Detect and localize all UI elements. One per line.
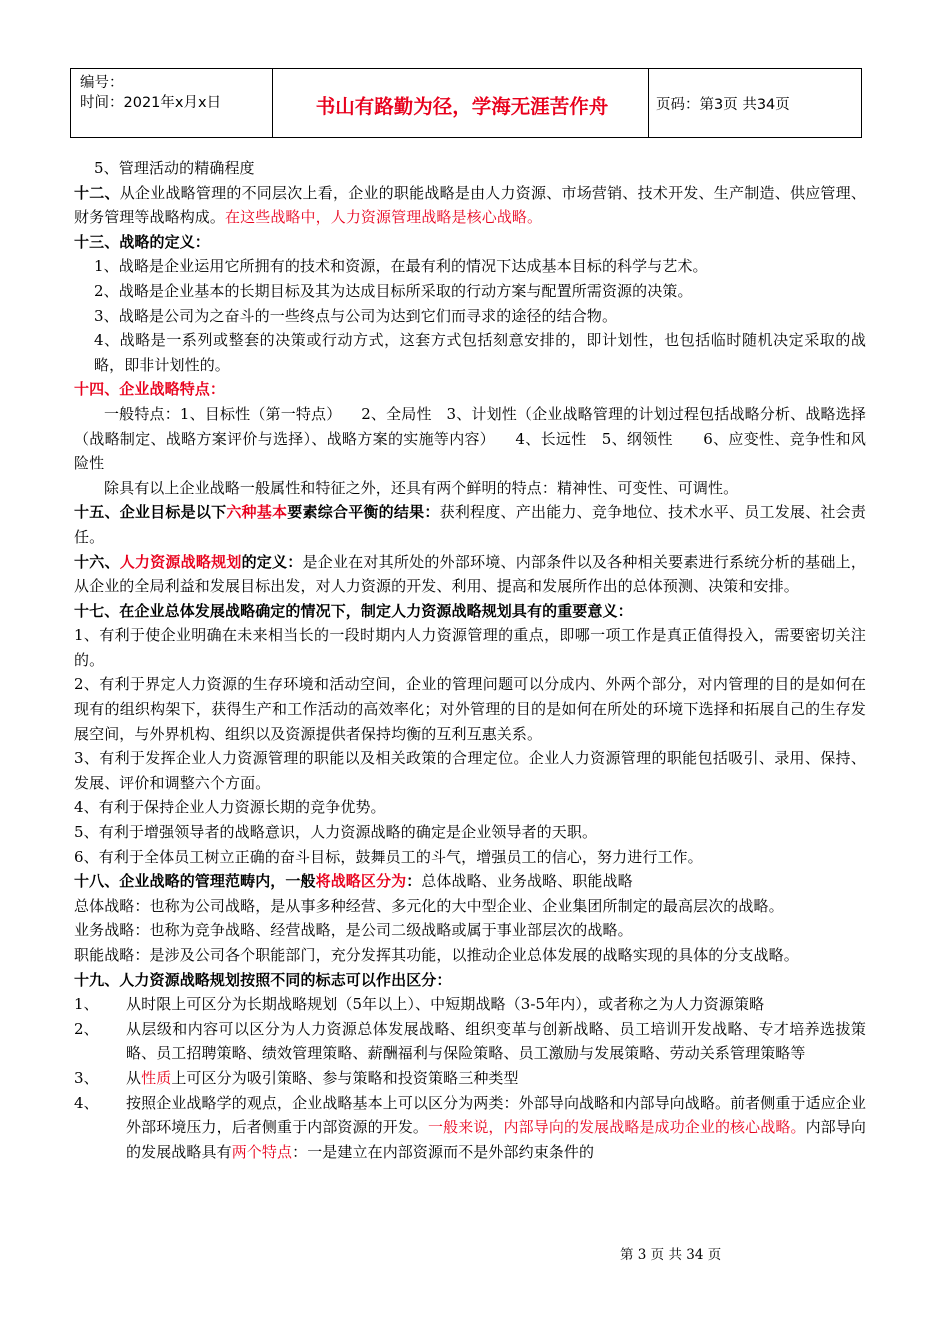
paragraph: 4、战略是一系列或整套的决策或行动方式，这套方式包括刻意安排的，即计划性，也包括临时随机决定采取的战略，即非计划性的。 <box>94 331 866 374</box>
highlight-text: 六种基本 <box>226 503 288 522</box>
page-footer: 第 3 页 共 34 页 <box>620 1247 722 1263</box>
list-text: ：一是建立在内部资源而不是外部约束条件的 <box>292 1142 595 1161</box>
highlight-text: 在这些战略中，人力资源管理战略是核心战略。 <box>225 208 543 227</box>
section-heading: 十六、 <box>74 552 120 571</box>
header-divider-1 <box>272 69 273 137</box>
list-number: 1、 <box>74 995 99 1014</box>
paragraph: 5、管理活动的精确程度 <box>94 159 255 177</box>
paragraph: 5、有利于增强领导者的战略意识，人力资源战略的确定是企业领导者的天职。 <box>74 823 598 842</box>
list-item <box>74 1017 866 1066</box>
section-heading-14: 十四、企业战略特点： <box>74 380 226 399</box>
paragraph-section-16 <box>74 550 866 599</box>
paragraph: 业务战略：也称为竞争战略、经营战略，是公司二级战略或属于事业部层次的战略。 <box>74 921 633 940</box>
list-number: 4、 <box>74 1093 99 1112</box>
highlight-text: 两个特点 <box>231 1142 293 1161</box>
highlight-text: 性质 <box>141 1068 172 1087</box>
header-number-label: 编号： <box>80 75 124 91</box>
paragraph: 4、有利于保持企业人力资源长期的竞争优势。 <box>74 798 386 817</box>
list-text: 按照企业战略学的观点，企业战略基本上可以区分为两类：外部导向战略和内部导向战略。前者侧重于适应企业外部环境压力，后者侧重于内部资源的开发。 <box>126 1093 866 1137</box>
list-item <box>74 1066 866 1091</box>
section-heading: 十八、企业战略的管理范畴内，一般 <box>74 872 316 891</box>
document-body <box>74 156 866 1164</box>
list-text: 内部导向的发展战略具有 <box>126 1118 866 1161</box>
list-text: 从层级和内容可以区分为人力资源总体发展战略、组织变革与创新战略、员工培训开发战略、专才培养选拔策略、员工招聘策略、绩效管理策略、薪酬福利与保险策略、员工激励与发展策略、劳动关系管理策略等 <box>126 1019 866 1063</box>
section-heading: 十五、企业目标是以下 <box>74 503 227 522</box>
list-item <box>74 992 866 1017</box>
paragraph: 2、有利于界定人力资源的生存环境和活动空间，企业的管理问题可以分成内、外两个部分，对内管理的目的是如何在现有的组织构架下，获得生产和工作活动的高效率化；对外管理的目的是如何在所处的环境下选择和拓展自己的生存发展空间，与外界机构、组织以及资源提供者保持均衡的互利互惠关系。 <box>74 675 866 743</box>
list-text: 从时限上可区分为长期战略规划（5年以上）、中短期战略（3-5年内），或者称之为人力资源策略 <box>126 995 765 1014</box>
list-item <box>74 1091 866 1165</box>
highlight-text: 人力资源战略规划 <box>119 552 242 571</box>
section-heading-13: 十三、战略的定义： <box>74 232 210 251</box>
paragraph: 一般特点：1、目标性（第一特点） 2、全局性 3、计划性（企业战略管理的计划过程包括战略分析、战略选择（战略制定、战略方案评价与选择）、战略方案的实施等内容） 4、长远性 5、纲领性 6、应变性、竞争性和风险性 <box>74 404 866 473</box>
paragraph: 2、战略是企业基本的长期目标及其为达成目标所采取的行动方案与配置所需资源的决策。 <box>94 281 693 300</box>
page-header <box>70 68 862 138</box>
paragraph: 3、有利于发挥企业人力资源管理的职能以及相关政策的合理定位。企业人力资源管理的职能包括吸引、录用、保持、发展、评价和调整六个方面。 <box>74 749 866 792</box>
paragraph-section-12 <box>74 181 866 230</box>
paragraph: 1、有利于使企业明确在未来相当长的一段时期内人力资源管理的重点，即哪一项工作是真正值得投入，需要密切关注的。 <box>74 626 866 669</box>
paragraph: 1、战略是企业运用它所拥有的技术和资源，在最有利的情况下达成基本目标的科学与艺术。 <box>94 257 708 276</box>
header-border-left <box>70 69 71 137</box>
section-heading: 十二、 <box>74 183 120 202</box>
header-motto: 书山有路勤为径，学海无涯苦作舟 <box>315 95 609 118</box>
section-heading-17: 十七、在企业总体发展战略确定的情况下，制定人力资源战略规划具有的重要意义： <box>74 601 633 620</box>
header-border-right <box>861 69 862 137</box>
header-time-label: 时间：2021年x月x日 <box>80 95 222 111</box>
header-page-label: 页码：第3页 共34页 <box>656 97 790 113</box>
header-info <box>80 73 221 113</box>
list-number: 3、 <box>74 1068 99 1087</box>
section-heading-19: 十九、人力资源战略规划按照不同的标志可以作出区分： <box>74 970 452 989</box>
section-heading: ： <box>406 872 422 891</box>
list-number: 2、 <box>74 1019 99 1038</box>
paragraph: 6、有利于全体员工树立正确的奋斗目标，鼓舞员工的斗气，增强员工的信心，努力进行工作。 <box>74 847 703 866</box>
section-heading: 的定义： <box>241 552 303 571</box>
list-text: 从 <box>126 1068 142 1087</box>
paragraph: 职能战略：是涉及公司各个职能部门，充分发挥其功能，以推动企业总体发展的战略实现的具体的分支战略。 <box>74 946 799 964</box>
paragraph: 总体战略：也称为公司战略，是从事多种经营、多元化的大中型企业、企业集团所制定的最高层次的战略。 <box>74 896 784 915</box>
section-heading: 要素综合平衡的结果： <box>287 503 440 522</box>
highlight-text: 一般来说，内部导向的发展战略是成功企业的核心战略。 <box>428 1118 806 1137</box>
paragraph-section-15 <box>74 500 866 549</box>
paragraph-text: 总体战略、业务战略、职能战略 <box>421 872 633 891</box>
paragraph: 除具有以上企业战略一般属性和特征之外，还具有两个鲜明的特点：精神性、可变性、可调性。 <box>104 478 739 497</box>
highlight-text: 将战略区分为 <box>315 872 407 891</box>
paragraph-text: 获利程度、产出能力、竞争地位、技术水平、员工发展、社会责任。 <box>74 503 866 546</box>
paragraph: 3、战略是公司为之奋斗的一些终点与公司为达到它们而寻求的途径的结合物。 <box>94 306 618 325</box>
paragraph-text: 是企业在对其所处的外部环境、内部条件以及各种相关要素进行系统分析的基础上，从企业的全局利益和发展目标出发，对人力资源的开发、利用、提高和发展所作出的总体预测、决策和安排。 <box>74 552 866 596</box>
paragraph-section-18 <box>74 869 866 894</box>
list-text: 上可区分为吸引策略、参与策略和投资策略三种类型 <box>171 1068 519 1087</box>
paragraph-text: 从企业战略管理的不同层次上看，企业的职能战略是由人力资源、市场营销、技术开发、生产制造、供应管理、财务管理等战略构成。 <box>74 183 866 227</box>
